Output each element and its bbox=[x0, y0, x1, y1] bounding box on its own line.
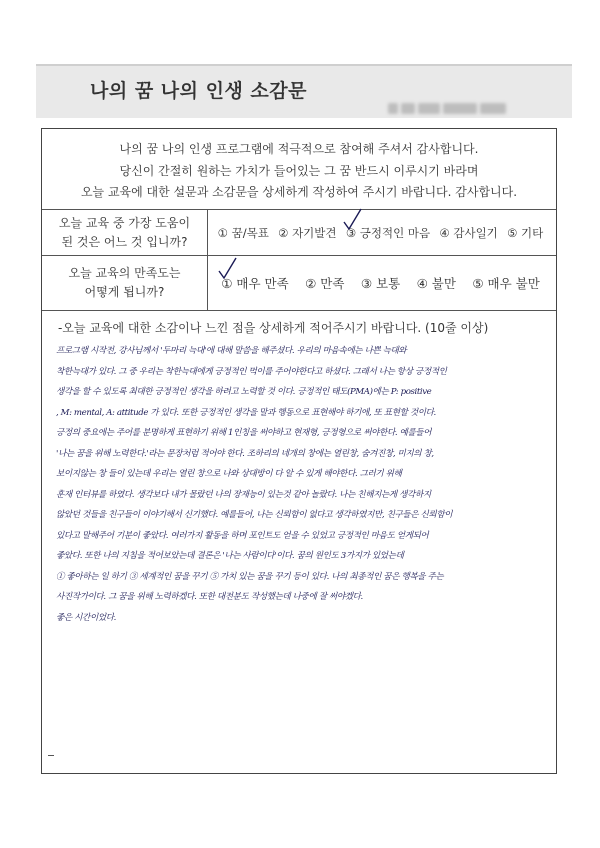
handwritten-line: 있다고 말해주어 기분이 좋았다. 여러가지 활동을 하며 포인트도 얻을 수 있었고 긍정적인 마음도 얻게되어 bbox=[56, 530, 429, 541]
intro-line: 나의 꿈 나의 인생 프로그램에 적극적으로 참여해 주셔서 감사합니다. bbox=[119, 142, 479, 156]
handwritten-line: 좋았다. 또한 나의 지침을 적어보았는데 결론은 '나는 사람이다'이다. 꿈의 원인도 3가지가 있었는데 bbox=[56, 551, 404, 561]
question-satisfaction bbox=[42, 256, 208, 310]
option-other[interactable]: ⑤ 기타 bbox=[507, 226, 544, 240]
question-line: 오늘 교육 중 가장 도움이 bbox=[58, 216, 191, 230]
handwritten-essay bbox=[56, 341, 550, 628]
handwritten-line: '나는 꿈을 위해 노력한다.'라는 문장처럼 적어야 한다. 조하리의 네개의 창에는 열린창, 숨겨진창, 미지의 창, bbox=[56, 448, 434, 459]
option-gratitude-journal[interactable]: ④ 감사일기 bbox=[439, 226, 498, 240]
handwritten-line: 훈재 인터뷰를 하였다. 생각보다 내가 몰랐던 나의 장재능이 있는것 같아 놀랐다. 나는 친해지는게 생각하지 bbox=[56, 489, 431, 500]
option-very-dissatisfied[interactable]: ⑤ 매우 불만 bbox=[472, 276, 540, 291]
handwritten-line: 생각을 할 수 있도록 최대한 긍정적인 생각을 하려고 노력할 것 이다. 긍정적인 태도(PMA)에는 P: positive bbox=[56, 387, 432, 397]
question-helpful bbox=[42, 210, 208, 256]
redacted-info bbox=[388, 99, 538, 113]
option-goal[interactable]: ① 꿈/목표 bbox=[217, 226, 269, 240]
question-line: 어떻게 됩니까? bbox=[84, 285, 165, 299]
essay-prompt: -오늘 교육에 대한 소감이나 느낀 점을 상세하게 적어주시기 바랍니다. (10줄 이상) bbox=[58, 321, 489, 335]
handwritten-line: 사진작가이다. 그 꿈을 위해 노력하겠다. 또한 대전분도 작성했는데 나중에 잘 써야겠다. bbox=[56, 592, 363, 602]
handwritten-line: , M: mental, A: attitude 가 있다. 또한 긍정적인 생각을 말과 행동으로 표현해야 하기에, 또 표현할 것이다. bbox=[56, 407, 436, 418]
page-title: 나의 꿈 나의 인생 소감문 bbox=[90, 80, 307, 102]
option-satisfied[interactable]: ② 만족 bbox=[305, 276, 345, 291]
option-self-discovery[interactable]: ② 자기발견 bbox=[278, 226, 337, 240]
handwritten-line: 프로그램 시작전, 강사님께서 '두마리 늑대'에 대해 말씀을 해주셨다. 우리의 마음속에는 나쁜 늑대와 bbox=[56, 346, 407, 356]
option-dissatisfied[interactable]: ④ 불만 bbox=[416, 276, 456, 291]
option-positive-mind[interactable] bbox=[346, 225, 430, 241]
option-label: ③ 긍정적인 마음 bbox=[345, 226, 431, 240]
handwritten-line: ① 좋아하는 일 하기 ③ 세계적인 꿈을 꾸기 ⑤ 가치 있는 꿈을 꾸기 등이 있다. 나의 최종적인 꿈은 행복을 주는 bbox=[56, 571, 444, 582]
intro-line: 오늘 교육에 대한 설문과 소감문을 상세하게 작성하여 주시기 바랍니다. 감사합니다. bbox=[80, 185, 518, 199]
option-label: ① 매우 만족 bbox=[221, 276, 289, 291]
question-row-helpful bbox=[42, 209, 556, 256]
options-helpful bbox=[207, 210, 556, 256]
question-line: 오늘 교육의 만족도는 bbox=[68, 266, 181, 280]
option-neutral[interactable]: ③ 보통 bbox=[360, 276, 401, 291]
survey-form bbox=[41, 128, 557, 774]
intro-text bbox=[42, 139, 556, 204]
question-line: 된 것은 어느 것 입니까? bbox=[61, 235, 188, 249]
question-row-satisfaction bbox=[42, 255, 556, 311]
footer-dash bbox=[48, 755, 54, 756]
handwritten-line: 보이지않는 창 들이 있는데 우리는 열린 창으로 나와 상대방이 다 알 수 있게 해야한다. 그러기 위해 bbox=[56, 469, 402, 479]
intro-line: 당신이 간절히 원하는 가치가 들어있는 그 꿈 반드시 이루시기 바라며 bbox=[119, 163, 479, 178]
handwritten-line: 착한늑대가 있다. 그 중 우리는 착한늑대에게 긍정적인 먹이를 주어야한다고 하셨다. 그래서 나는 항상 긍정적인 bbox=[56, 366, 447, 377]
handwritten-line: 긍정의 중요에는 주어를 분명하게 표현하기 위해 1인칭을 써야하고 현재형, 긍정형으로 써야한다. 예를들어 bbox=[56, 428, 432, 438]
handwritten-line: 않았던 것들을 친구들이 이야기해서 신기했다. 예를들어, 나는 신뢰함이 없다고 생각하였지만, 친구들은 신뢰함이 bbox=[56, 510, 453, 520]
handwritten-line: 좋은 시간이었다. bbox=[56, 612, 116, 623]
options-satisfaction bbox=[207, 256, 556, 310]
option-very-satisfied[interactable] bbox=[221, 274, 288, 292]
